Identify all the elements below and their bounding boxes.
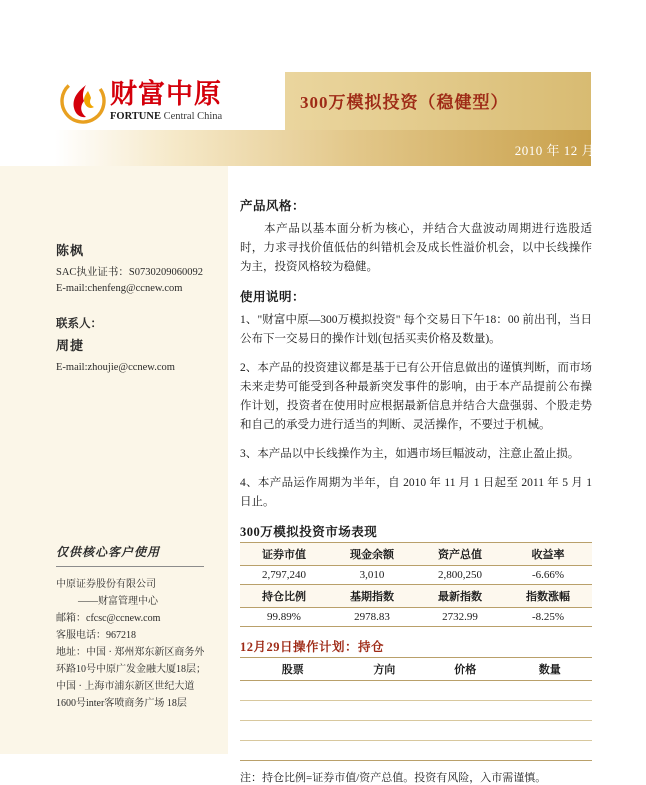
contact-email: E-mail:zhoujie@ccnew.com [56,362,175,373]
company-logo [60,76,275,126]
col-header: 指数涨幅 [504,585,592,608]
performance-table-title: 300万模拟投资市场表现 [240,525,378,539]
main-content [240,196,592,785]
address-line: 环路10号中原广发金融大厦18层； [56,664,206,675]
table-row [240,566,592,585]
analyst-license: SAC执业证书：S0730209060092 [56,267,204,278]
cell-value: 99.89% [240,608,328,627]
address-line: 1600号inter客喷商务广场 18层 [56,698,187,709]
logo-text [110,79,222,123]
plan-table-title: 12月29日操作计划：持仓 [240,640,385,654]
col-header: 最新指数 [416,585,504,608]
style-section-title: 产品风格： [240,199,306,213]
footnote: 注：持仓比例=证券市值/资产总值。投资有风险，入市需谨慎。 [240,772,547,784]
logo-en-bold: FORTUNE [110,111,161,122]
cell-value: -8.25% [504,608,592,627]
cell-value [346,681,423,701]
cell-value: 2,797,240 [240,566,328,585]
address-line: 客服电话：967218 [56,630,136,641]
address-line: 邮箱：cfcsc@ccnew.com [56,613,161,624]
company-address [56,576,226,712]
cell-value [240,681,346,701]
table-row [240,543,592,566]
cell-value [240,701,346,721]
cell-value: 2,800,250 [416,566,504,585]
col-header: 价格 [423,658,507,681]
plan-table [240,657,592,761]
col-header: 现金余额 [328,543,416,566]
col-header: 资产总值 [416,543,504,566]
address-line: 中原证券股份有限公司 [56,579,156,590]
table-row [240,721,592,741]
logo-chinese-name: 财富中原 [110,79,222,109]
address-line: 地址：中国 · 郑州郑东新区商务外 [56,647,205,658]
cell-value [240,721,346,741]
cell-value [508,701,593,721]
cell-value: 2978.83 [328,608,416,627]
confidential-note: 仅供核心客户使用 [56,545,161,559]
flame-logo-icon [60,78,106,124]
cell-value: -6.66% [504,566,592,585]
date-band [55,130,591,166]
report-title: 300万模拟投资（稳健型） [300,93,509,112]
col-header: 证券市值 [240,543,328,566]
table-row [240,681,592,701]
cell-value [346,721,423,741]
cell-value [423,681,507,701]
col-header: 基期指数 [328,585,416,608]
cell-value [508,741,593,761]
col-header: 数量 [508,658,593,681]
cell-value [423,701,507,721]
usage-section-title: 使用说明： [240,290,306,304]
table-row [240,741,592,761]
logo-english-name [110,110,222,123]
col-header: 收益率 [504,543,592,566]
sidebar-contacts [56,240,216,376]
cell-value: 2732.99 [416,608,504,627]
cell-value [508,681,593,701]
analyst-name: 陈枫 [56,243,85,258]
analyst-email: E-mail:chenfeng@ccnew.com [56,283,183,294]
contact-name: 周捷 [56,338,85,353]
table-row [240,658,592,681]
cell-value [508,721,593,741]
cell-value: 3,010 [328,566,416,585]
contact-label: 联系人： [56,318,102,330]
cell-value [423,721,507,741]
usage-item: 1、"财富中原—300万模拟投资" 每个交易日下午18：00 前出刊，当日公布下一交易日的操作计划(包括买卖价格及数量)。 [240,314,592,345]
cell-value [423,741,507,761]
table-row [240,701,592,721]
performance-table [240,542,592,627]
col-header: 股票 [240,658,346,681]
logo-en-rest: Central China [160,111,223,122]
usage-item: 2、本产品的投资建议都是基于已有公开信息做出的谨慎判断，而市场未来走势可能受到各种最新突发事件的影响，由于本产品提前公布操作计划，投资者在使用时应根据最新信息并结合大盘强弱、个股走势和自己的承受力进行适当的判断、灵活操作，不要过于机械。 [240,362,592,431]
usage-item: 4、本产品运作周期为半年，自 2010 年 11 月 1 日起至 2011 年 5 月 1 日止。 [240,477,592,508]
table-row [240,608,592,627]
col-header: 方向 [346,658,423,681]
address-line: 中国 · 上海市浦东新区世纪大道 [56,681,195,692]
style-section-body: 本产品以基本面分析为核心，并结合大盘波动周期进行选股适时，力求寻找价值低估的纠错机会及成长性溢价机会，以中长线操作为主，投资风格较为稳健。 [240,223,592,273]
table-row [240,585,592,608]
sidebar-divider [56,566,204,567]
usage-item: 3、本产品以中长线操作为主，如遇市场巨幅波动，注意止盈止损。 [240,448,580,460]
cell-value [346,701,423,721]
address-line: ——财富管理中心 [78,596,158,607]
cell-value [240,741,346,761]
col-header: 持仓比例 [240,585,328,608]
cell-value [346,741,423,761]
report-date: 2010 年 12 月 28 日 [514,143,630,158]
